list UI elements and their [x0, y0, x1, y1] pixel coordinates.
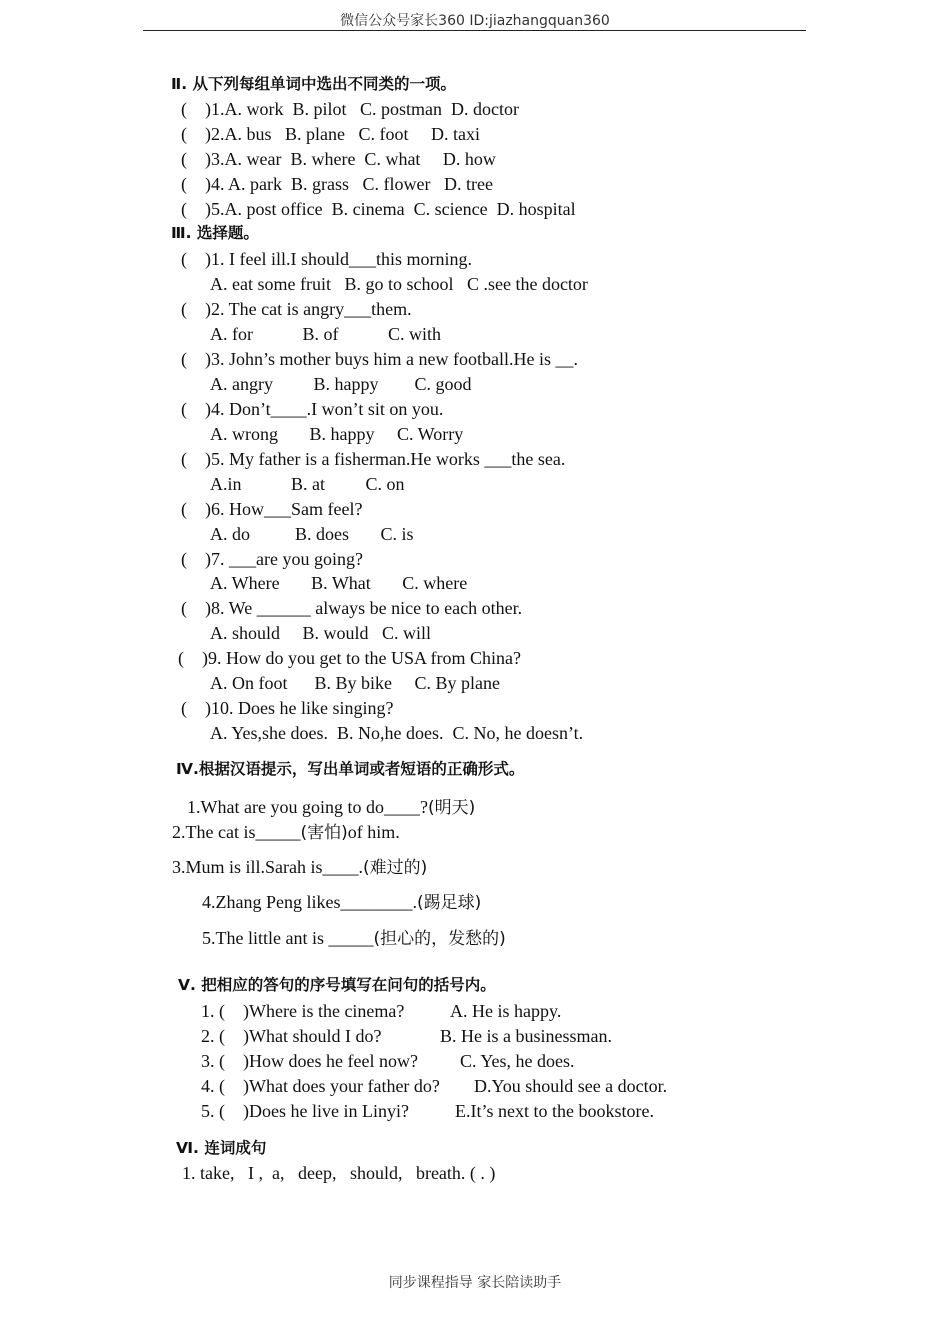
s5-answer-a: A. He is happy.: [450, 1001, 562, 1021]
s3-q8: ( )8. We ______ always be nice to each other.: [181, 598, 523, 618]
section-6-title: Ⅵ. 连词成句: [176, 1139, 267, 1157]
s2-item-1: ( )1.A. work B. pilot C. postman D. doctor: [181, 99, 519, 119]
s3-q7: ( )7. ___are you going?: [181, 549, 363, 569]
s5-answer-b: B. He is a businessman.: [440, 1026, 612, 1046]
s2-item-5: ( )5.A. post office B. cinema C. science D. hospital: [181, 199, 576, 219]
s3-q1: ( )1. I feel ill.I should___this morning.: [181, 249, 472, 269]
s3-q10: ( )10. Does he like singing?: [181, 698, 394, 718]
s3-q6-options: A. do B. does C. is: [210, 524, 414, 544]
section-4-title: Ⅳ.根据汉语提示，写出单词或者短语的正确形式。: [176, 760, 525, 778]
s5-answer-d: D.You should see a doctor.: [474, 1076, 668, 1096]
s4-item-4: 4.Zhang Peng likes________.(踢足球): [202, 892, 482, 913]
s3-q3: ( )3. John’s mother buys him a new football.He is __.: [181, 349, 578, 369]
s3-q5-options: A.in B. at C. on: [210, 474, 405, 494]
s3-q7-options: A. Where B. What C. where: [210, 573, 468, 593]
s4-item-2: 2.The cat is_____(害怕)of him.: [172, 822, 400, 843]
s5-question-5: 5. ( )Does he live in Linyi?: [201, 1101, 409, 1121]
s3-q9-options: A. On foot B. By bike C. By plane: [210, 673, 500, 693]
s3-q4-options: A. wrong B. happy C. Worry: [210, 424, 464, 444]
section-5-title: Ⅴ. 把相应的答句的序号填写在问句的括号内。: [178, 976, 496, 994]
s2-item-4: ( )4. A. park B. grass C. flower D. tree: [181, 174, 493, 194]
s3-q4: ( )4. Don’t____.I won’t sit on you.: [181, 399, 444, 419]
page-header: 微信公众号家长360 ID:jiazhangquan360: [340, 13, 610, 29]
s3-q2: ( )2. The cat is angry___them.: [181, 299, 412, 319]
s4-item-1: 1.What are you going to do____?(明天): [187, 797, 476, 818]
s3-q5: ( )5. My father is a fisherman.He works ___the sea.: [181, 449, 566, 469]
s5-answer-c: C. Yes, he does.: [460, 1051, 575, 1071]
s4-item-3: 3.Mum is ill.Sarah is____.(难过的): [172, 857, 428, 878]
s2-item-3: ( )3.A. wear B. where C. what D. how: [181, 149, 496, 169]
header-rule: [143, 30, 806, 31]
s3-q1-options: A. eat some fruit B. go to school C .see the doctor: [210, 274, 588, 294]
s3-q6: ( )6. How___Sam feel?: [181, 499, 363, 519]
section-3-title: Ⅲ. 选择题。: [171, 224, 259, 242]
s5-question-2: 2. ( )What should I do?: [201, 1026, 382, 1046]
s3-q10-options: A. Yes,she does. B. No,he does. C. No, he doesn’t.: [210, 723, 584, 743]
s5-answer-e: E.It’s next to the bookstore.: [455, 1101, 654, 1121]
s3-q8-options: A. should B. would C. will: [210, 623, 432, 643]
s2-item-2: ( )2.A. bus B. plane C. foot D. taxi: [181, 124, 480, 144]
s3-q2-options: A. for B. of C. with: [210, 324, 441, 344]
s4-item-5: 5.The little ant is _____(担心的，发愁的): [202, 928, 506, 949]
s3-q9: ( )9. How do you get to the USA from China?: [178, 648, 521, 668]
s3-q3-options: A. angry B. happy C. good: [210, 374, 472, 394]
s6-item-1: 1. take, I , a, deep, should, breath. ( . ): [182, 1163, 496, 1183]
s5-question-4: 4. ( )What does your father do?: [201, 1076, 440, 1096]
s5-question-3: 3. ( )How does he feel now?: [201, 1051, 418, 1071]
section-2-title: Ⅱ. 从下列每组单词中选出不同类的一项。: [171, 75, 456, 93]
page-footer: 同步课程指导 家长陪读助手: [388, 1275, 562, 1291]
s5-question-1: 1. ( )Where is the cinema?: [201, 1001, 405, 1021]
